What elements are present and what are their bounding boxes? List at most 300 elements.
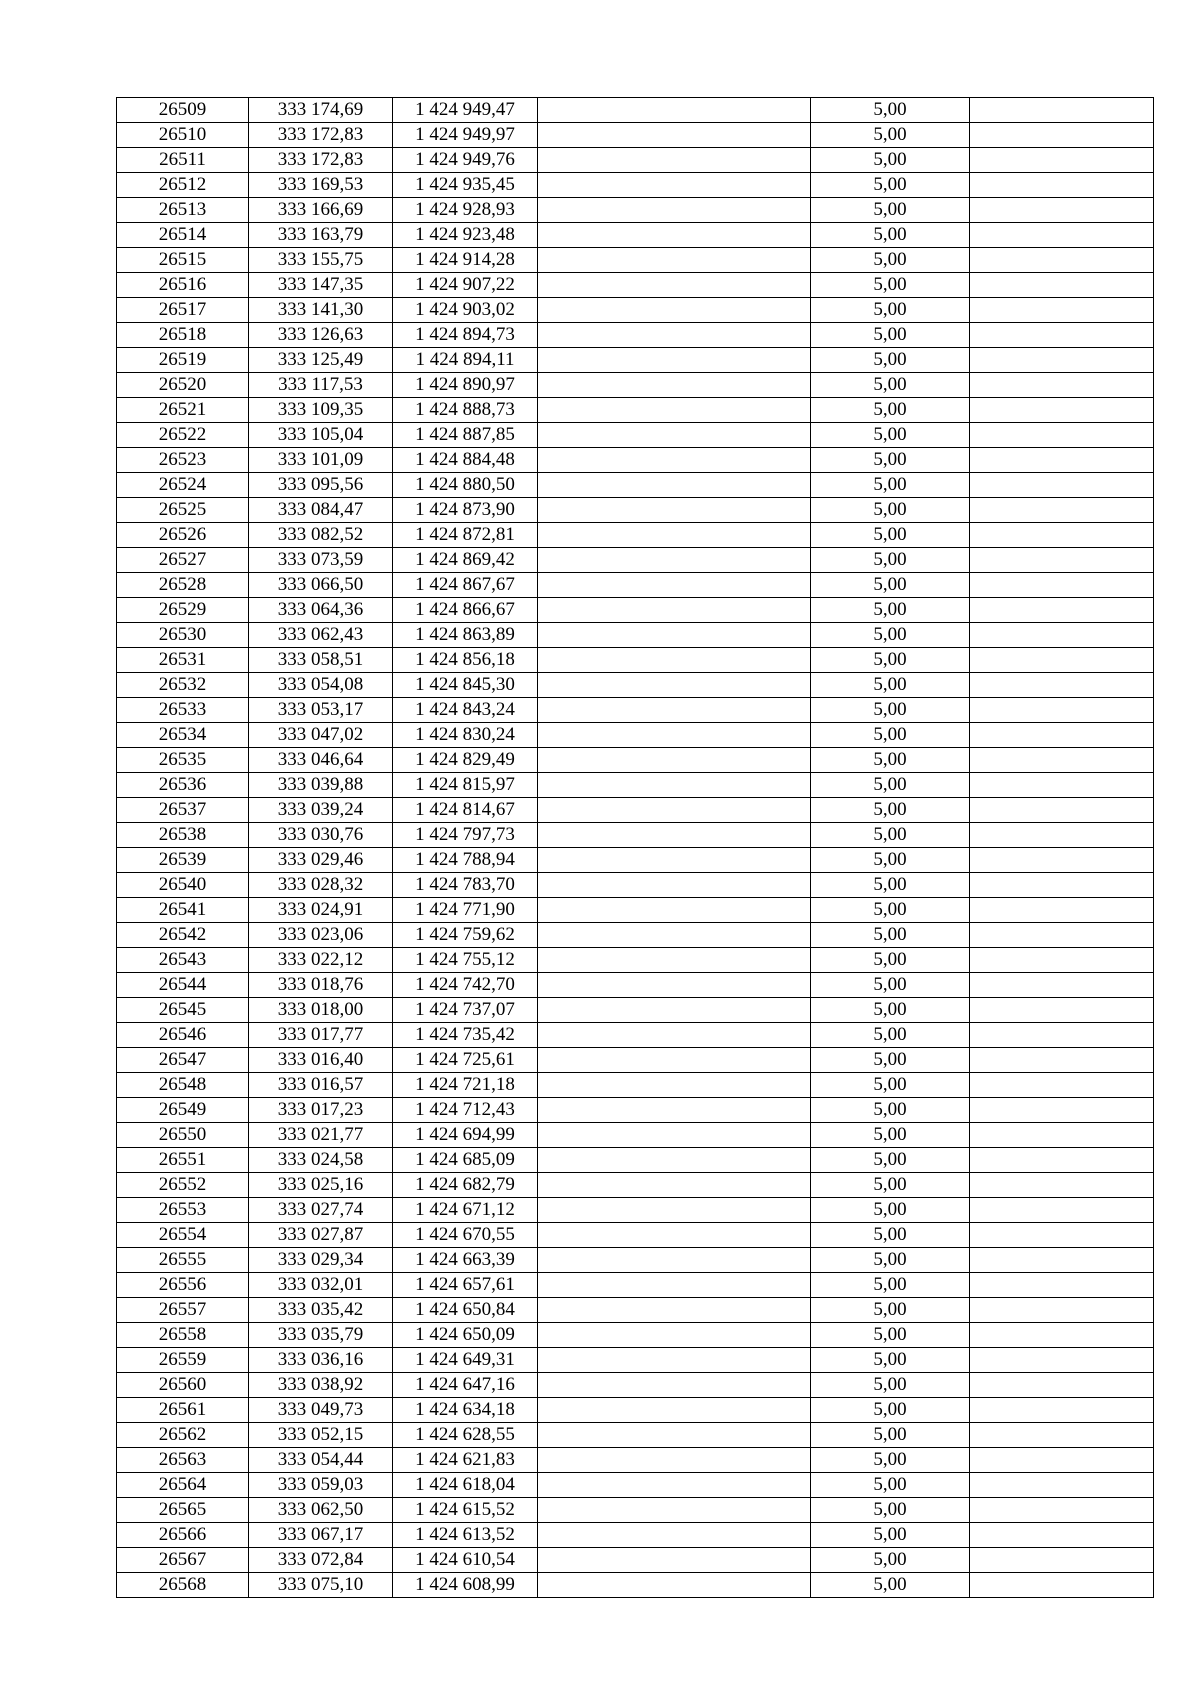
x-coordinate-cell: 333 030,76 [249, 823, 393, 848]
empty-cell [538, 948, 811, 973]
y-coordinate-cell: 1 424 830,24 [393, 723, 538, 748]
table-row [117, 1173, 1154, 1198]
point-number-cell: 26543 [117, 948, 249, 973]
point-number-cell: 26546 [117, 1023, 249, 1048]
table-row [117, 1298, 1154, 1323]
point-number-cell: 26554 [117, 1223, 249, 1248]
empty-cell [538, 498, 811, 523]
empty-cell [538, 1448, 811, 1473]
point-number-cell: 26536 [117, 773, 249, 798]
empty-cell [970, 723, 1154, 748]
empty-cell [970, 1423, 1154, 1448]
empty-cell [970, 473, 1154, 498]
accuracy-cell: 5,00 [811, 1123, 970, 1148]
table-row [117, 198, 1154, 223]
empty-cell [970, 523, 1154, 548]
table-row [117, 1148, 1154, 1173]
point-number-cell: 26564 [117, 1473, 249, 1498]
point-number-cell: 26518 [117, 323, 249, 348]
table-row [117, 748, 1154, 773]
empty-cell [970, 973, 1154, 998]
accuracy-cell: 5,00 [811, 198, 970, 223]
empty-cell [538, 148, 811, 173]
accuracy-cell: 5,00 [811, 473, 970, 498]
point-number-cell: 26529 [117, 598, 249, 623]
table-row [117, 398, 1154, 423]
point-number-cell: 26523 [117, 448, 249, 473]
empty-cell [538, 673, 811, 698]
y-coordinate-cell: 1 424 737,07 [393, 998, 538, 1023]
point-number-cell: 26534 [117, 723, 249, 748]
accuracy-cell: 5,00 [811, 1523, 970, 1548]
accuracy-cell: 5,00 [811, 1423, 970, 1448]
x-coordinate-cell: 333 141,30 [249, 298, 393, 323]
x-coordinate-cell: 333 172,83 [249, 123, 393, 148]
empty-cell [970, 148, 1154, 173]
empty-cell [538, 223, 811, 248]
coordinates-table-body [117, 98, 1154, 1598]
x-coordinate-cell: 333 172,83 [249, 148, 393, 173]
x-coordinate-cell: 333 052,15 [249, 1423, 393, 1448]
point-number-cell: 26550 [117, 1123, 249, 1148]
empty-cell [538, 1298, 811, 1323]
empty-cell [970, 623, 1154, 648]
point-number-cell: 26566 [117, 1523, 249, 1548]
y-coordinate-cell: 1 424 914,28 [393, 248, 538, 273]
x-coordinate-cell: 333 062,50 [249, 1498, 393, 1523]
accuracy-cell: 5,00 [811, 348, 970, 373]
x-coordinate-cell: 333 017,77 [249, 1023, 393, 1048]
y-coordinate-cell: 1 424 694,99 [393, 1123, 538, 1148]
y-coordinate-cell: 1 424 670,55 [393, 1223, 538, 1248]
x-coordinate-cell: 333 147,35 [249, 273, 393, 298]
x-coordinate-cell: 333 109,35 [249, 398, 393, 423]
point-number-cell: 26556 [117, 1273, 249, 1298]
point-number-cell: 26562 [117, 1423, 249, 1448]
x-coordinate-cell: 333 058,51 [249, 648, 393, 673]
accuracy-cell: 5,00 [811, 548, 970, 573]
y-coordinate-cell: 1 424 907,22 [393, 273, 538, 298]
empty-cell [538, 1098, 811, 1123]
empty-cell [538, 98, 811, 123]
empty-cell [538, 1573, 811, 1598]
empty-cell [970, 1248, 1154, 1273]
x-coordinate-cell: 333 174,69 [249, 98, 393, 123]
y-coordinate-cell: 1 424 829,49 [393, 748, 538, 773]
accuracy-cell: 5,00 [811, 923, 970, 948]
table-row [117, 1273, 1154, 1298]
empty-cell [970, 398, 1154, 423]
point-number-cell: 26545 [117, 998, 249, 1023]
table-row [117, 773, 1154, 798]
table-row [117, 373, 1154, 398]
accuracy-cell: 5,00 [811, 573, 970, 598]
point-number-cell: 26526 [117, 523, 249, 548]
y-coordinate-cell: 1 424 867,67 [393, 573, 538, 598]
y-coordinate-cell: 1 424 742,70 [393, 973, 538, 998]
accuracy-cell: 5,00 [811, 1198, 970, 1223]
accuracy-cell: 5,00 [811, 1273, 970, 1298]
empty-cell [970, 1323, 1154, 1348]
accuracy-cell: 5,00 [811, 1348, 970, 1373]
y-coordinate-cell: 1 424 628,55 [393, 1423, 538, 1448]
x-coordinate-cell: 333 054,44 [249, 1448, 393, 1473]
accuracy-cell: 5,00 [811, 1373, 970, 1398]
x-coordinate-cell: 333 018,00 [249, 998, 393, 1023]
table-row [117, 173, 1154, 198]
accuracy-cell: 5,00 [811, 98, 970, 123]
empty-cell [538, 298, 811, 323]
x-coordinate-cell: 333 054,08 [249, 673, 393, 698]
point-number-cell: 26535 [117, 748, 249, 773]
table-row [117, 698, 1154, 723]
table-row [117, 223, 1154, 248]
accuracy-cell: 5,00 [811, 948, 970, 973]
empty-cell [538, 998, 811, 1023]
empty-cell [970, 1073, 1154, 1098]
accuracy-cell: 5,00 [811, 748, 970, 773]
x-coordinate-cell: 333 125,49 [249, 348, 393, 373]
empty-cell [970, 1273, 1154, 1298]
table-row [117, 873, 1154, 898]
point-number-cell: 26565 [117, 1498, 249, 1523]
table-row [117, 123, 1154, 148]
empty-cell [538, 198, 811, 223]
empty-cell [970, 1523, 1154, 1548]
table-row [117, 1098, 1154, 1123]
table-row [117, 498, 1154, 523]
accuracy-cell: 5,00 [811, 1448, 970, 1473]
accuracy-cell: 5,00 [811, 523, 970, 548]
x-coordinate-cell: 333 028,32 [249, 873, 393, 898]
y-coordinate-cell: 1 424 663,39 [393, 1248, 538, 1273]
empty-cell [970, 573, 1154, 598]
y-coordinate-cell: 1 424 856,18 [393, 648, 538, 673]
table-row [117, 823, 1154, 848]
x-coordinate-cell: 333 047,02 [249, 723, 393, 748]
point-number-cell: 26567 [117, 1548, 249, 1573]
table-row [117, 523, 1154, 548]
table-row [117, 1373, 1154, 1398]
point-number-cell: 26524 [117, 473, 249, 498]
accuracy-cell: 5,00 [811, 373, 970, 398]
y-coordinate-cell: 1 424 650,09 [393, 1323, 538, 1348]
empty-cell [970, 598, 1154, 623]
accuracy-cell: 5,00 [811, 298, 970, 323]
y-coordinate-cell: 1 424 814,67 [393, 798, 538, 823]
point-number-cell: 26528 [117, 573, 249, 598]
accuracy-cell: 5,00 [811, 873, 970, 898]
y-coordinate-cell: 1 424 634,18 [393, 1398, 538, 1423]
accuracy-cell: 5,00 [811, 823, 970, 848]
y-coordinate-cell: 1 424 712,43 [393, 1098, 538, 1123]
point-number-cell: 26533 [117, 698, 249, 723]
table-row [117, 973, 1154, 998]
point-number-cell: 26560 [117, 1373, 249, 1398]
x-coordinate-cell: 333 066,50 [249, 573, 393, 598]
accuracy-cell: 5,00 [811, 173, 970, 198]
point-number-cell: 26557 [117, 1298, 249, 1323]
y-coordinate-cell: 1 424 788,94 [393, 848, 538, 873]
empty-cell [970, 198, 1154, 223]
empty-cell [538, 1198, 811, 1223]
x-coordinate-cell: 333 035,42 [249, 1298, 393, 1323]
empty-cell [970, 1148, 1154, 1173]
empty-cell [538, 598, 811, 623]
empty-cell [538, 848, 811, 873]
point-number-cell: 26527 [117, 548, 249, 573]
empty-cell [970, 1373, 1154, 1398]
x-coordinate-cell: 333 035,79 [249, 1323, 393, 1348]
empty-cell [970, 798, 1154, 823]
point-number-cell: 26509 [117, 98, 249, 123]
x-coordinate-cell: 333 105,04 [249, 423, 393, 448]
table-row [117, 1348, 1154, 1373]
empty-cell [538, 1248, 811, 1273]
y-coordinate-cell: 1 424 610,54 [393, 1548, 538, 1573]
empty-cell [538, 373, 811, 398]
table-row [117, 1323, 1154, 1348]
x-coordinate-cell: 333 021,77 [249, 1123, 393, 1148]
table-row [117, 998, 1154, 1023]
table-row [117, 1023, 1154, 1048]
point-number-cell: 26512 [117, 173, 249, 198]
accuracy-cell: 5,00 [811, 398, 970, 423]
point-number-cell: 26521 [117, 398, 249, 423]
table-row [117, 298, 1154, 323]
empty-cell [970, 1498, 1154, 1523]
accuracy-cell: 5,00 [811, 323, 970, 348]
accuracy-cell: 5,00 [811, 1073, 970, 1098]
point-number-cell: 26538 [117, 823, 249, 848]
empty-cell [970, 548, 1154, 573]
empty-cell [970, 648, 1154, 673]
empty-cell [970, 98, 1154, 123]
accuracy-cell: 5,00 [811, 1548, 970, 1573]
empty-cell [970, 248, 1154, 273]
empty-cell [970, 1573, 1154, 1598]
x-coordinate-cell: 333 023,06 [249, 923, 393, 948]
accuracy-cell: 5,00 [811, 1148, 970, 1173]
y-coordinate-cell: 1 424 873,90 [393, 498, 538, 523]
x-coordinate-cell: 333 024,91 [249, 898, 393, 923]
empty-cell [970, 923, 1154, 948]
empty-cell [538, 723, 811, 748]
x-coordinate-cell: 333 169,53 [249, 173, 393, 198]
empty-cell [970, 1473, 1154, 1498]
point-number-cell: 26530 [117, 623, 249, 648]
empty-cell [538, 1498, 811, 1523]
accuracy-cell: 5,00 [811, 648, 970, 673]
empty-cell [970, 273, 1154, 298]
empty-cell [538, 648, 811, 673]
empty-cell [538, 1223, 811, 1248]
table-row [117, 1048, 1154, 1073]
point-number-cell: 26522 [117, 423, 249, 448]
accuracy-cell: 5,00 [811, 998, 970, 1023]
table-row [117, 723, 1154, 748]
y-coordinate-cell: 1 424 869,42 [393, 548, 538, 573]
table-row [117, 323, 1154, 348]
y-coordinate-cell: 1 424 797,73 [393, 823, 538, 848]
point-number-cell: 26558 [117, 1323, 249, 1348]
empty-cell [538, 923, 811, 948]
y-coordinate-cell: 1 424 618,04 [393, 1473, 538, 1498]
x-coordinate-cell: 333 029,34 [249, 1248, 393, 1273]
empty-cell [538, 1123, 811, 1148]
empty-cell [538, 1548, 811, 1573]
y-coordinate-cell: 1 424 649,31 [393, 1348, 538, 1373]
point-number-cell: 26561 [117, 1398, 249, 1423]
accuracy-cell: 5,00 [811, 423, 970, 448]
point-number-cell: 26537 [117, 798, 249, 823]
accuracy-cell: 5,00 [811, 1173, 970, 1198]
y-coordinate-cell: 1 424 771,90 [393, 898, 538, 923]
y-coordinate-cell: 1 424 887,85 [393, 423, 538, 448]
table-row [117, 273, 1154, 298]
table-row [117, 423, 1154, 448]
x-coordinate-cell: 333 163,79 [249, 223, 393, 248]
x-coordinate-cell: 333 032,01 [249, 1273, 393, 1298]
empty-cell [538, 873, 811, 898]
y-coordinate-cell: 1 424 725,61 [393, 1048, 538, 1073]
empty-cell [538, 448, 811, 473]
accuracy-cell: 5,00 [811, 773, 970, 798]
table-row [117, 1423, 1154, 1448]
empty-cell [538, 273, 811, 298]
empty-cell [970, 848, 1154, 873]
empty-cell [970, 1198, 1154, 1223]
x-coordinate-cell: 333 166,69 [249, 198, 393, 223]
y-coordinate-cell: 1 424 721,18 [393, 1073, 538, 1098]
accuracy-cell: 5,00 [811, 598, 970, 623]
empty-cell [970, 1173, 1154, 1198]
y-coordinate-cell: 1 424 759,62 [393, 923, 538, 948]
empty-cell [970, 1548, 1154, 1573]
accuracy-cell: 5,00 [811, 623, 970, 648]
table-row [117, 898, 1154, 923]
accuracy-cell: 5,00 [811, 973, 970, 998]
y-coordinate-cell: 1 424 755,12 [393, 948, 538, 973]
empty-cell [538, 123, 811, 148]
empty-cell [970, 898, 1154, 923]
empty-cell [538, 773, 811, 798]
point-number-cell: 26555 [117, 1248, 249, 1273]
y-coordinate-cell: 1 424 647,16 [393, 1373, 538, 1398]
point-number-cell: 26540 [117, 873, 249, 898]
x-coordinate-cell: 333 016,57 [249, 1073, 393, 1098]
point-number-cell: 26551 [117, 1148, 249, 1173]
empty-cell [970, 448, 1154, 473]
empty-cell [538, 523, 811, 548]
x-coordinate-cell: 333 126,63 [249, 323, 393, 348]
y-coordinate-cell: 1 424 735,42 [393, 1023, 538, 1048]
y-coordinate-cell: 1 424 949,97 [393, 123, 538, 148]
empty-cell [538, 173, 811, 198]
table-row [117, 923, 1154, 948]
x-coordinate-cell: 333 025,16 [249, 1173, 393, 1198]
empty-cell [970, 1098, 1154, 1123]
x-coordinate-cell: 333 036,16 [249, 1348, 393, 1373]
y-coordinate-cell: 1 424 888,73 [393, 398, 538, 423]
x-coordinate-cell: 333 046,64 [249, 748, 393, 773]
empty-cell [538, 1073, 811, 1098]
y-coordinate-cell: 1 424 621,83 [393, 1448, 538, 1473]
point-number-cell: 26552 [117, 1173, 249, 1198]
y-coordinate-cell: 1 424 783,70 [393, 873, 538, 898]
empty-cell [538, 398, 811, 423]
point-number-cell: 26563 [117, 1448, 249, 1473]
empty-cell [538, 1523, 811, 1548]
empty-cell [538, 473, 811, 498]
y-coordinate-cell: 1 424 685,09 [393, 1148, 538, 1173]
empty-cell [538, 1473, 811, 1498]
point-number-cell: 26539 [117, 848, 249, 873]
empty-cell [970, 498, 1154, 523]
table-row [117, 1473, 1154, 1498]
x-coordinate-cell: 333 018,76 [249, 973, 393, 998]
empty-cell [970, 173, 1154, 198]
empty-cell [970, 1398, 1154, 1423]
table-row [117, 1123, 1154, 1148]
y-coordinate-cell: 1 424 923,48 [393, 223, 538, 248]
accuracy-cell: 5,00 [811, 1098, 970, 1123]
y-coordinate-cell: 1 424 866,67 [393, 598, 538, 623]
point-number-cell: 26519 [117, 348, 249, 373]
point-number-cell: 26517 [117, 298, 249, 323]
table-row [117, 623, 1154, 648]
x-coordinate-cell: 333 059,03 [249, 1473, 393, 1498]
empty-cell [970, 1223, 1154, 1248]
table-row [117, 673, 1154, 698]
empty-cell [538, 1398, 811, 1423]
empty-cell [970, 373, 1154, 398]
y-coordinate-cell: 1 424 843,24 [393, 698, 538, 723]
point-number-cell: 26520 [117, 373, 249, 398]
table-row [117, 848, 1154, 873]
y-coordinate-cell: 1 424 872,81 [393, 523, 538, 548]
empty-cell [970, 1448, 1154, 1473]
point-number-cell: 26525 [117, 498, 249, 523]
empty-cell [538, 423, 811, 448]
x-coordinate-cell: 333 039,88 [249, 773, 393, 798]
table-row [117, 473, 1154, 498]
y-coordinate-cell: 1 424 894,11 [393, 348, 538, 373]
empty-cell [970, 1023, 1154, 1048]
y-coordinate-cell: 1 424 657,61 [393, 1273, 538, 1298]
accuracy-cell: 5,00 [811, 1473, 970, 1498]
empty-cell [970, 998, 1154, 1023]
x-coordinate-cell: 333 117,53 [249, 373, 393, 398]
empty-cell [538, 1048, 811, 1073]
empty-cell [970, 1348, 1154, 1373]
accuracy-cell: 5,00 [811, 273, 970, 298]
table-row [117, 648, 1154, 673]
coordinates-table [116, 97, 1154, 1598]
x-coordinate-cell: 333 027,87 [249, 1223, 393, 1248]
x-coordinate-cell: 333 082,52 [249, 523, 393, 548]
point-number-cell: 26541 [117, 898, 249, 923]
empty-cell [538, 1148, 811, 1173]
accuracy-cell: 5,00 [811, 148, 970, 173]
table-row [117, 1073, 1154, 1098]
y-coordinate-cell: 1 424 650,84 [393, 1298, 538, 1323]
y-coordinate-cell: 1 424 682,79 [393, 1173, 538, 1198]
x-coordinate-cell: 333 155,75 [249, 248, 393, 273]
table-row [117, 1198, 1154, 1223]
x-coordinate-cell: 333 038,92 [249, 1373, 393, 1398]
empty-cell [538, 748, 811, 773]
